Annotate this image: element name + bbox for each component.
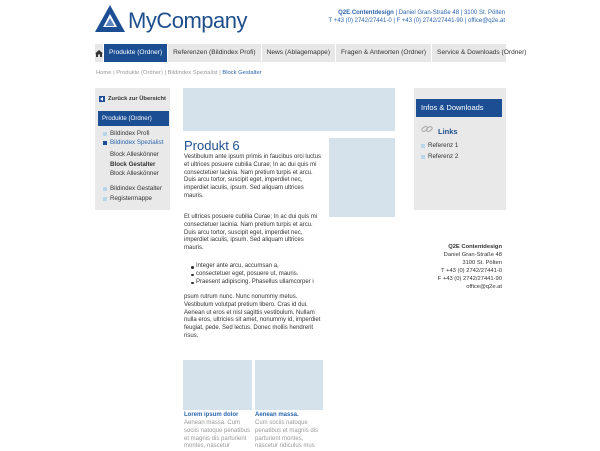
paragraph-1: Vestibulum ante ipsum primis in faucibus orci luctus et ultrices posuere cubilia Curae; In ac dui quis mi consectetuer lacinia. Nam pretium turpis et arcu. Duis arcu tortor, suscipit eget, imperdiet nec, imperdiet iaculis, ipsum. Sed aliquam ultrices mauris.	[184, 154, 322, 199]
nav-home[interactable]	[95, 44, 104, 62]
card-title[interactable]: Aenean massa.	[255, 412, 299, 418]
header-company-name: Q2E Contentdesign	[338, 10, 394, 16]
sidebar-section-produkte[interactable]: Produkte (Ordner)	[98, 111, 169, 126]
home-icon	[95, 50, 103, 57]
sidebar-item-label: Bildindex Gestalter	[110, 185, 162, 192]
list-item: Integer ante arcu, accumsan a,	[196, 263, 326, 271]
links-heading: Links	[438, 127, 458, 136]
info-downloads-header: Infos & Downloads	[416, 99, 502, 117]
product-image-placeholder	[329, 138, 395, 217]
header-contact-phone: T +43 (0) 2742/27441-0 | F +43 (0) 2742/27441-90 | office@q2e.at	[328, 18, 505, 24]
back-arrow-icon	[99, 96, 105, 102]
banner-image-placeholder	[183, 88, 395, 131]
card-image-placeholder	[183, 360, 252, 410]
sidebar-subitem-block-gestalter[interactable]: Block Gestalter	[110, 161, 156, 168]
nav-item-produkte[interactable]: Produkte (Ordner)	[104, 44, 168, 62]
bullet-icon	[421, 144, 425, 148]
header-address: | Daniel Gran-Straße 48 | 3100 St. Pölten	[393, 10, 505, 16]
address-street: Daniel Gran-Straße 48	[443, 252, 502, 258]
sidebar-item-registermappe[interactable]	[103, 195, 152, 202]
logo-text[interactable]: MyCompany	[128, 8, 247, 33]
breadcrumb	[96, 70, 262, 76]
address-company: Q2E Contentdesign	[448, 244, 502, 250]
sidebar-item-label: Bildindex Spezialist	[110, 139, 164, 146]
link-label: Referenz 1	[428, 142, 459, 149]
main-navigation	[95, 44, 527, 62]
list-item: Praesent adipiscing. Phasellus ullamcorper i	[196, 279, 326, 287]
company-logo-icon[interactable]	[95, 5, 125, 32]
breadcrumb-current: Block Gestalter	[222, 70, 262, 76]
sidebar-subitem-block-alleskoenner-2[interactable]: Block Alleskönner	[110, 170, 159, 177]
sidebar-item-label: Bildindex Profi	[110, 130, 150, 137]
nav-item-service[interactable]: Service & Downloads (Ordner)	[432, 44, 532, 62]
link-referenz-2[interactable]	[421, 153, 458, 160]
paragraph-2: Et ultrices posuere cubilia Curae; In ac dui quis mi consectetuer lacinia. Nam pretium turpis et arcu. Duis arcu tortor, suscipit eget, imperdiet nec, imperdiet iaculis, ipsum. Sed aliquam ultrices mauris.	[184, 214, 318, 252]
nav-item-faq[interactable]: Fragen & Antworten (Ordner)	[336, 44, 432, 62]
back-link-label: Zurück zur Übersicht	[108, 96, 166, 102]
sidebar-item-bildindex-profi[interactable]	[103, 130, 150, 137]
back-link[interactable]	[99, 96, 166, 102]
bullet-icon	[421, 155, 425, 159]
link-label: Referenz 2	[428, 153, 459, 160]
card-image-placeholder	[255, 360, 323, 410]
chain-link-icon	[421, 124, 433, 134]
breadcrumb-produkte[interactable]: Produkte (Ordner)	[116, 70, 163, 76]
address-city: 3100 St. Pölten	[462, 260, 502, 266]
bullet-icon	[103, 187, 107, 191]
card-text: Aenean massa. Cum sociis natoque penatibus et magnis dis parturient montes, nascetur	[184, 420, 251, 450]
sidebar-item-bildindex-spezialist[interactable]	[103, 139, 163, 146]
card-title[interactable]: Lorem ipsum dolor	[184, 412, 239, 418]
address-phone: T +43 (0) 2742/27441-0	[441, 268, 502, 274]
bullet-icon	[103, 141, 107, 145]
header-contact-address	[338, 10, 505, 16]
sidebar-item-bildindex-gestalter[interactable]	[103, 185, 162, 192]
breadcrumb-separator: |	[162, 70, 168, 76]
bullet-list	[196, 263, 326, 286]
address-email[interactable]: office@q2e.at	[466, 284, 502, 290]
breadcrumb-bildindex[interactable]: Bildindex Spezialist	[167, 70, 218, 76]
list-item: consectetuer eget, posuere ut, mauris.	[196, 271, 326, 279]
nav-item-news[interactable]: News (Ablagemappe)	[262, 44, 336, 62]
paragraph-3: psum rutrum nunc. Nunc nonummy metus. Vestibulum volutpat pretium libero. Cras id dui. Aenean ut eros et nisl sagittis vestibulum. Nullam nulla eros, ultricies sit amet, nonummy id, imperdiet feugiat, pede. Sed lectus. Donec mollis hendrerit risus.	[184, 294, 321, 339]
breadcrumb-home[interactable]: Home	[96, 70, 112, 76]
link-referenz-1[interactable]	[421, 142, 458, 149]
address-fax: F +43 (0) 2742/27441-90	[437, 276, 502, 282]
breadcrumb-separator: |	[111, 70, 117, 76]
sidebar-subitem-block-alleskoenner[interactable]: Block Alleskönner	[110, 151, 159, 158]
nav-item-referenzen[interactable]: Referenzen (Bildindex Profi)	[168, 44, 261, 62]
card-text: Cum sociis natoque penatibus et magnis dis parturient montes, nascetur ridiculus mus	[255, 420, 319, 450]
bullet-icon	[103, 197, 107, 201]
breadcrumb-separator: |	[217, 70, 223, 76]
sidebar-item-label: Registermappe	[110, 195, 152, 202]
page-title: Produkt 6	[184, 138, 240, 153]
bullet-icon	[103, 132, 107, 136]
